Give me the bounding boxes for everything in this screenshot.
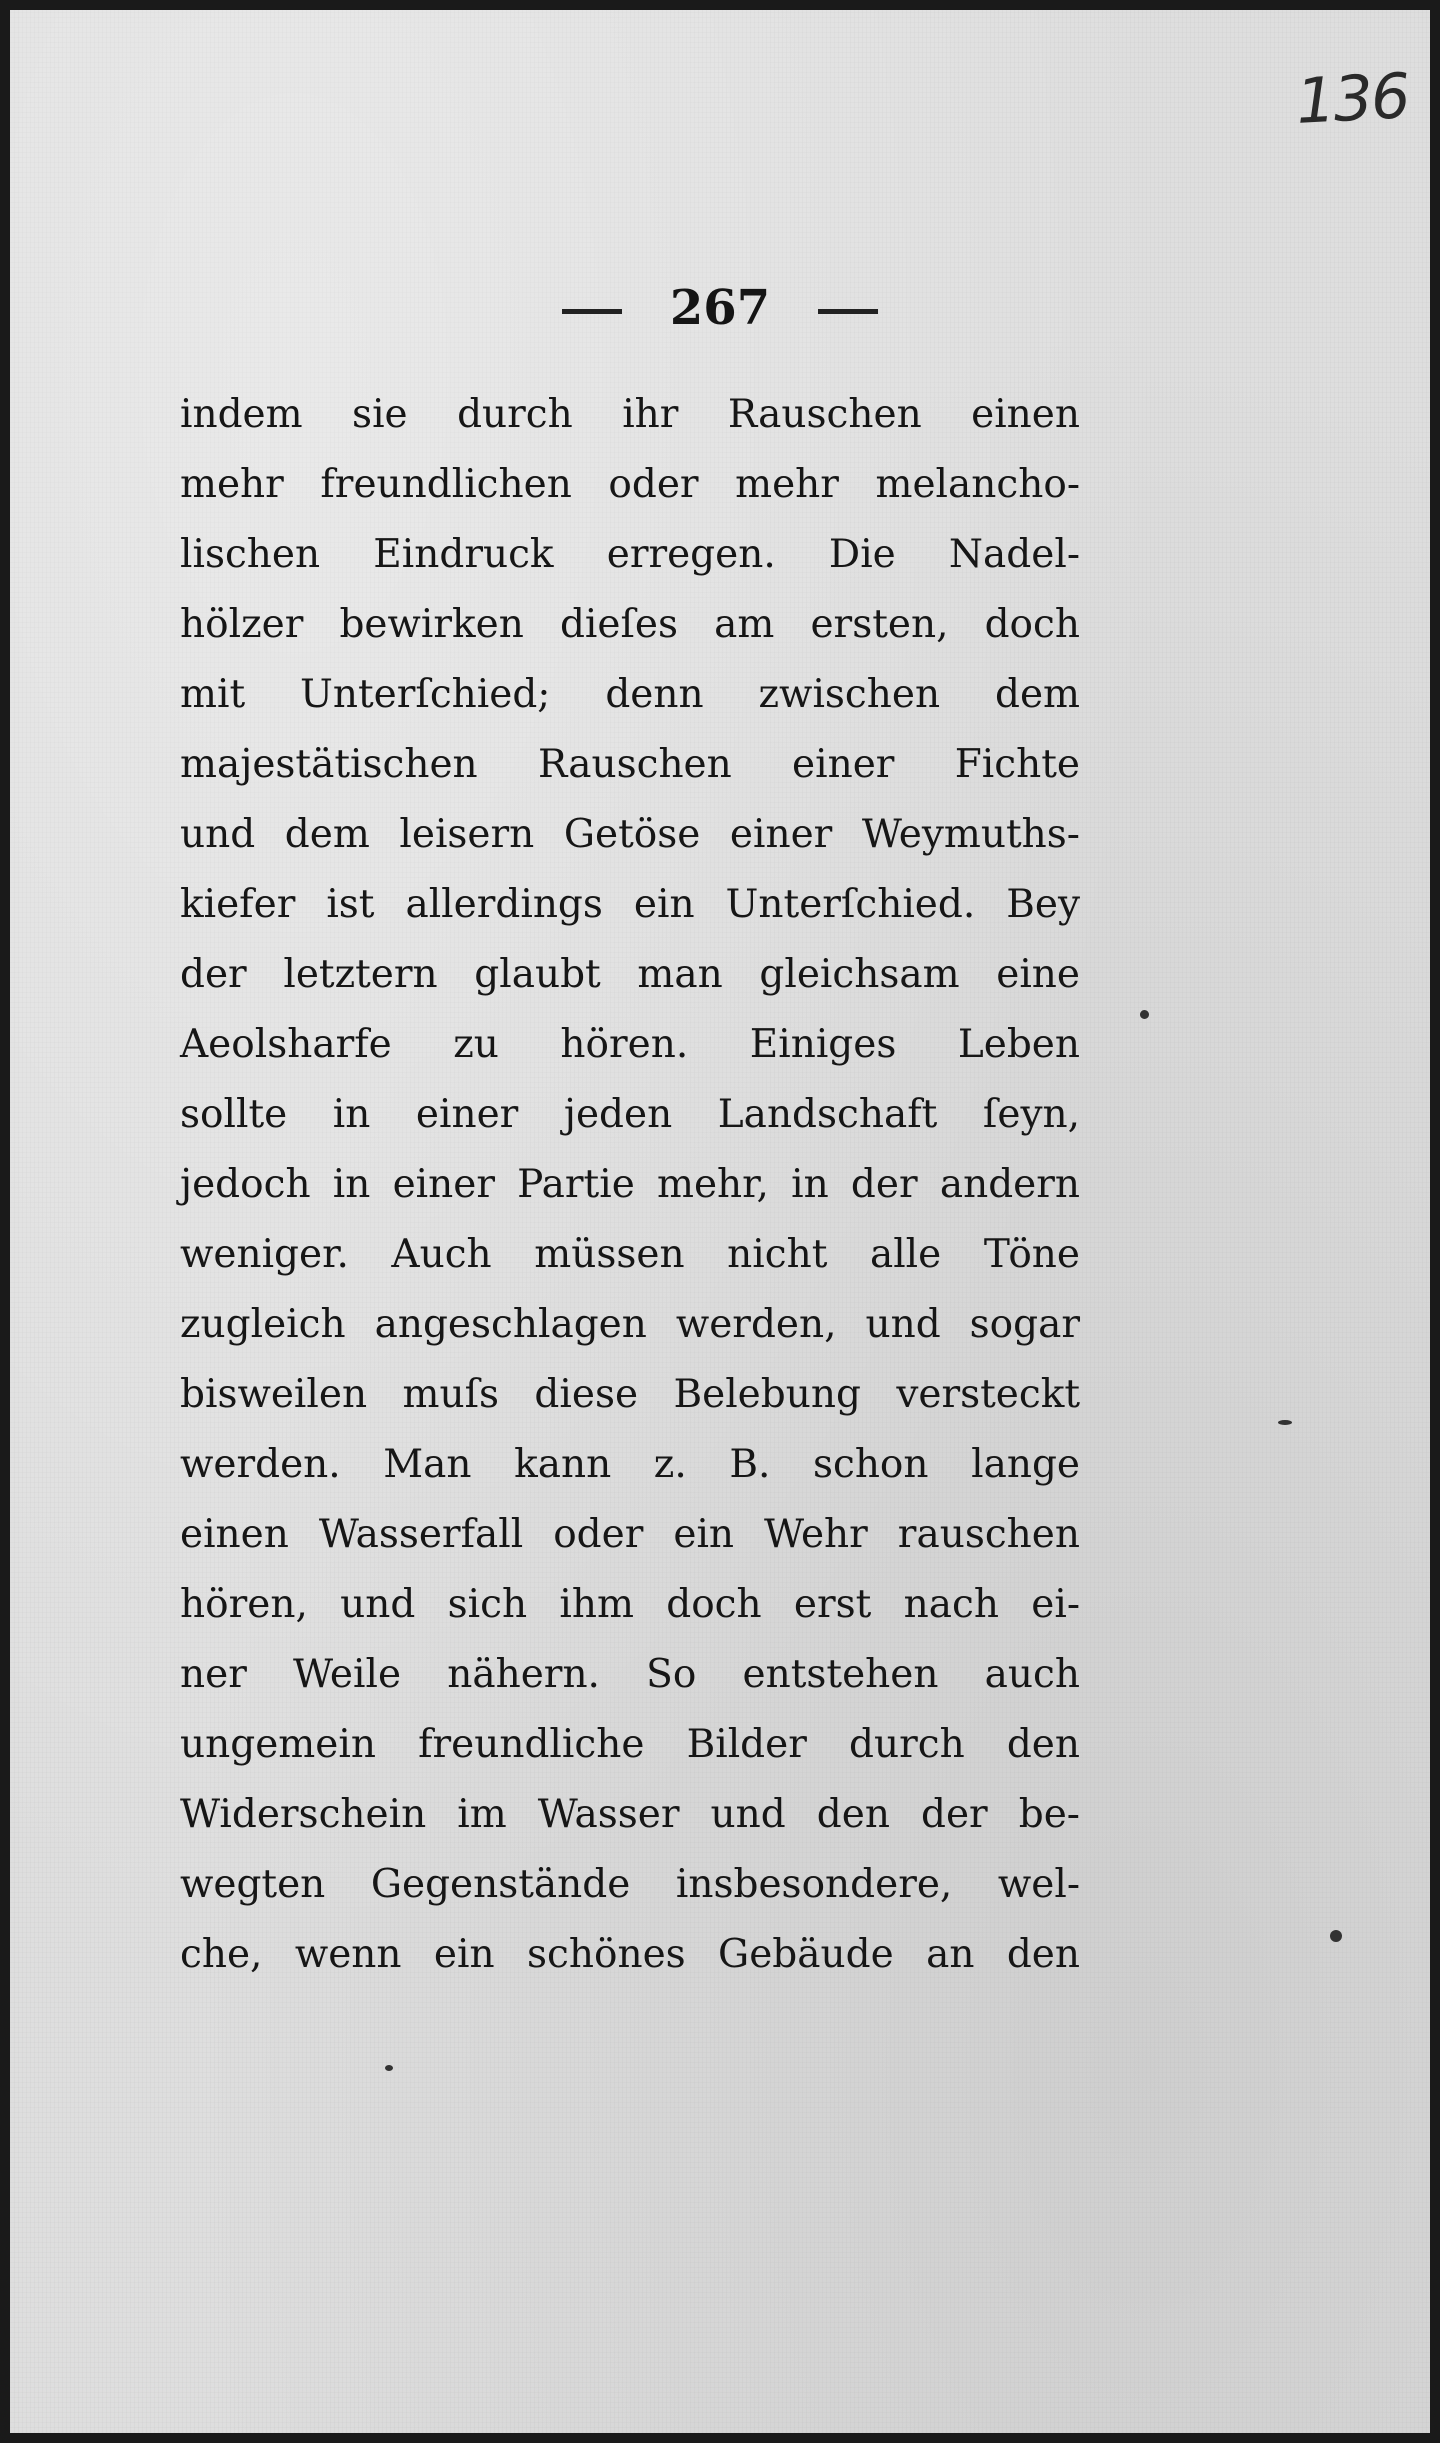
text-line: wegten Gegenstände insbesondere, wel- [180,1862,1080,1907]
text-line: weniger. Auch müssen nicht alle Töne [180,1232,1080,1277]
ink-speck [1278,1420,1292,1425]
text-line: hölzer bewirken dieſes am ersten, doch [180,602,1080,647]
header-dash-left [562,309,622,314]
body-text [180,380,1080,1990]
text-line: der letztern glaubt man gleichsam eine [180,952,1080,997]
page-header [10,280,1430,336]
handwritten-folio-number: 136 [1294,59,1411,138]
page-number: 267 [669,280,771,336]
text-line: ungemein freundliche Bilder durch den [180,1722,1080,1767]
book-page [10,10,1430,2433]
text-line: Widerschein im Wasser und den der be- [180,1792,1080,1837]
text-line: einen Wasserfall oder ein Wehr rauschen [180,1512,1080,1557]
text-line: hören, und sich ihm doch erst nach ei- [180,1582,1080,1627]
text-line: bisweilen muſs diese Belebung versteckt [180,1372,1080,1417]
text-line: majestätischen Rauschen einer Fichte [180,742,1080,787]
text-line: zugleich angeschlagen werden, und sogar [180,1302,1080,1347]
ink-speck [385,2065,393,2071]
text-line: Aeolsharfe zu hören. Einiges Leben [180,1022,1080,1067]
text-line: werden. Man kann z. B. schon lange [180,1442,1080,1487]
ink-speck [1330,1930,1342,1942]
text-line: mit Unterſchied; denn zwischen dem [180,672,1080,717]
text-line: mehr freundlichen oder mehr melancho- [180,462,1080,507]
text-line: indem sie durch ihr Rauschen einen [180,392,1080,437]
ink-speck [1140,1010,1149,1019]
text-line: che, wenn ein schönes Gebäude an den [180,1932,1080,1977]
text-line: ner Weile nähern. So entstehen auch [180,1652,1080,1697]
text-line: kiefer ist allerdings ein Unterſchied. Bey [180,882,1080,927]
text-line: jedoch in einer Partie mehr, in der andern [180,1162,1080,1207]
header-dash-right [818,309,878,314]
text-line: sollte in einer jeden Landschaft ſeyn, [180,1092,1080,1137]
text-line: lischen Eindruck erregen. Die Nadel- [180,532,1080,577]
text-line: und dem leisern Getöse einer Weymuths- [180,812,1080,857]
